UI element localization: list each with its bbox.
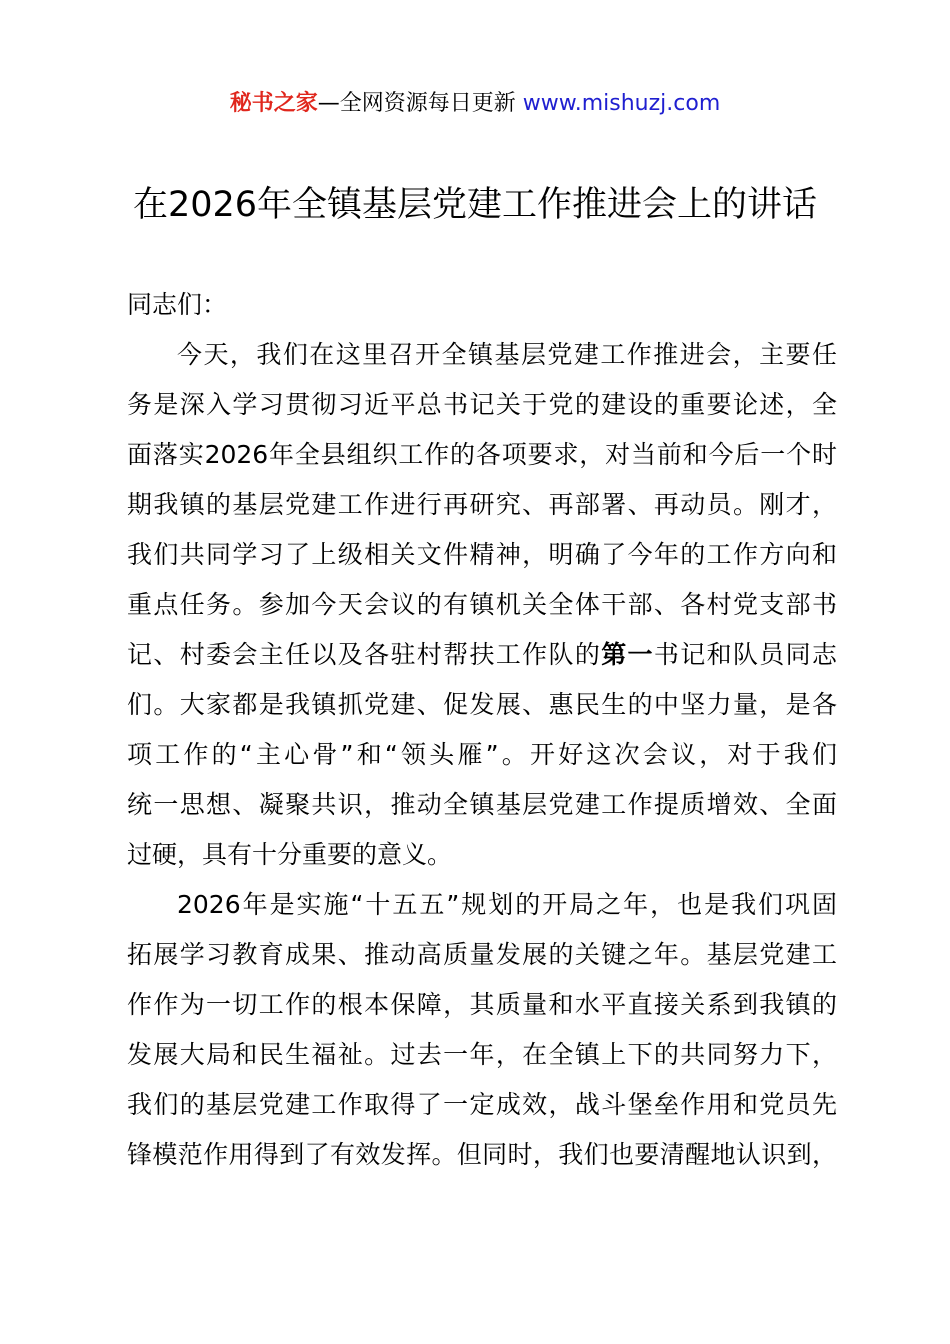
site-tagline: —全网资源每日更新 <box>317 91 516 116</box>
paragraph-line: 重点任务。参加今天会议的有镇机关全体干部、各村党支部书 <box>127 590 837 619</box>
site-url-link[interactable]: www.mishuzj.com <box>522 91 721 116</box>
paragraph-line: 统一思想、凝聚共识，推动全镇基层党建工作提质增效、全面 <box>127 790 837 819</box>
site-brand-name: 秘书之家 <box>229 91 318 116</box>
document-body <box>127 330 837 1180</box>
paragraph-line: 拓展学习教育成果、推动高质量发展的关键之年。基层党建工 <box>127 940 837 969</box>
paragraph-line: 今天，我们在这里召开全镇基层党建工作推进会，主要任 <box>177 340 837 369</box>
salutation: 同志们： <box>127 290 228 319</box>
paragraph-line: 务是深入学习贯彻习近平总书记关于党的建设的重要论述，全 <box>127 390 837 419</box>
paragraph-line <box>127 630 837 680</box>
document-title: 在2026年全镇基层党建工作推进会上的讲话 <box>132 185 818 225</box>
paragraph-line: 项工作的“主心骨”和“领头雁”。开好这次会议，对于我们 <box>127 740 837 769</box>
paragraph-line: 们。大家都是我镇抓党建、促发展、惠民生的中坚力量，是各 <box>127 690 837 719</box>
paragraph-line: 作作为一切工作的根本保障，其质量和水平直接关系到我镇的 <box>127 990 837 1019</box>
paragraph-line: 期我镇的基层党建工作进行再研究、再部署、再动员。刚才， <box>127 490 837 519</box>
paragraph-line: 发展大局和民生福祉。过去一年，在全镇上下的共同努力下， <box>127 1040 837 1069</box>
paragraph-line: 锋模范作用得到了有效发挥。但同时，我们也要清醒地认识到， <box>127 1140 837 1169</box>
paragraph-line: 过硬，具有十分重要的意义。 <box>127 840 453 869</box>
bold-text: 第一 <box>601 640 654 669</box>
paragraph-line: 2026年是实施“十五五”规划的开局之年，也是我们巩固 <box>177 890 837 919</box>
line-text: 书记和队员同志 <box>653 640 837 669</box>
line-text: 记、村委会主任以及各驻村帮扶工作队的 <box>127 640 602 669</box>
paragraph-line: 我们的基层党建工作取得了一定成效，战斗堡垒作用和党员先 <box>127 1090 837 1119</box>
site-watermark-header <box>0 88 950 120</box>
paragraph-line: 面落实2026年全县组织工作的各项要求，对当前和今后一个时 <box>127 440 837 469</box>
paragraph-line: 我们共同学习了上级相关文件精神，明确了今年的工作方向和 <box>127 540 837 569</box>
